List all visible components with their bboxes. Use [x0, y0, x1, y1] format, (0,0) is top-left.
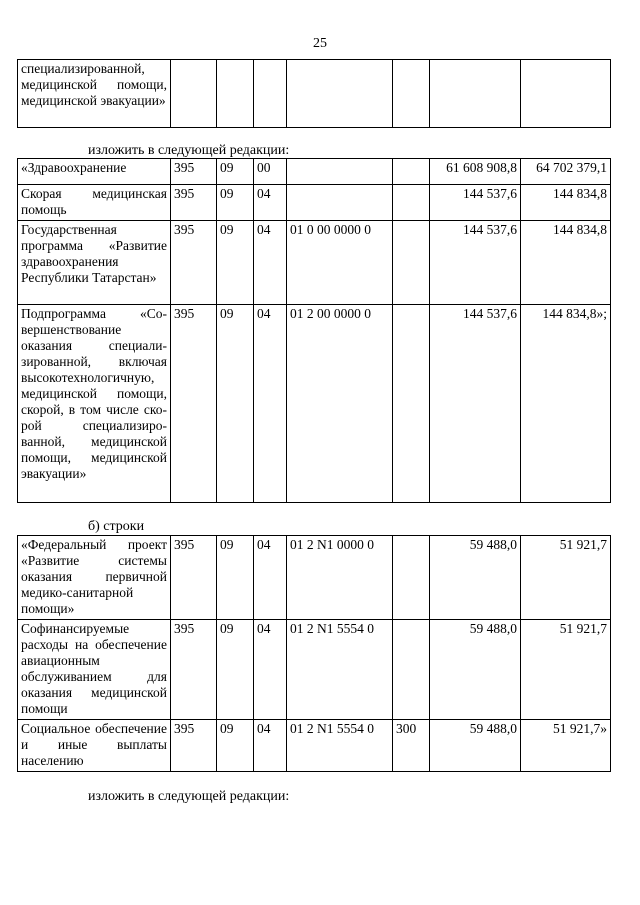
row-name: Подпрограмма «Совершенствование оказания специализированной, включая высокотехнологичную, медицинской помощи, скорой, в том числе скорой специализированной, медицинской помощи, медицинской эвакуации» — [18, 305, 171, 503]
table-row — [18, 536, 611, 620]
expense-type-code — [393, 305, 430, 503]
amount-year-1: 144 537,6 — [430, 221, 521, 305]
amount-year-2: 51 921,7 — [521, 620, 611, 720]
table-row — [18, 185, 611, 221]
ministry-code: 395 — [171, 620, 217, 720]
table-row — [18, 305, 611, 503]
target-code: 01 2 00 0000 0 — [287, 305, 393, 503]
target-code: 01 2 N1 5554 0 — [287, 720, 393, 772]
row-name: Скорая медицинская помощь — [18, 185, 171, 221]
top-fragment-table — [17, 59, 611, 128]
amount-year-1: 144 537,6 — [430, 185, 521, 221]
amount-year-1: 59 488,0 — [430, 620, 521, 720]
amount-year-1: 61 608 908,8 — [430, 159, 521, 185]
section-code: 09 — [217, 159, 254, 185]
budget-table-1 — [17, 158, 611, 503]
target-code — [287, 185, 393, 221]
ministry-code: 395 — [171, 159, 217, 185]
table-row — [18, 60, 611, 128]
row-name: Софинансируемые расходы на обеспечение авиационным обслуживанием для оказания медицинской помощи — [18, 620, 171, 720]
table-row — [18, 221, 611, 305]
subsection-code: 04 — [254, 185, 287, 221]
subsection-code: 00 — [254, 159, 287, 185]
amount-year-2: 64 702 379,1 — [521, 159, 611, 185]
subsection-code: 04 — [254, 536, 287, 620]
amount-year-1: 59 488,0 — [430, 536, 521, 620]
ministry-code: 395 — [171, 720, 217, 772]
row-name: «Здравоохранение — [18, 159, 171, 185]
target-code — [287, 159, 393, 185]
row-name: Социальное обеспечение и иные выплаты населению — [18, 720, 171, 772]
section-b-heading: б) строки — [88, 519, 145, 534]
expense-type-code — [393, 185, 430, 221]
amount-year-1: 59 488,0 — [430, 720, 521, 772]
expense-type-code — [393, 620, 430, 720]
expense-type-code — [393, 221, 430, 305]
section-code: 09 — [217, 720, 254, 772]
subsection-code: 04 — [254, 305, 287, 503]
table-row — [18, 159, 611, 185]
section-code: 09 — [217, 536, 254, 620]
ministry-code: 395 — [171, 536, 217, 620]
table-row — [18, 620, 611, 720]
table-row — [18, 720, 611, 772]
expense-type-code: 300 — [393, 720, 430, 772]
row-name: Государственная программа «Развитие здравоохранения Республики Татарстан» — [18, 221, 171, 305]
amount-year-2: 144 834,8 — [521, 185, 611, 221]
page-number: 25 — [313, 36, 327, 51]
budget-table-2 — [17, 535, 611, 772]
section-code: 09 — [217, 305, 254, 503]
ministry-code: 395 — [171, 185, 217, 221]
ministry-code: 395 — [171, 305, 217, 503]
target-code: 01 2 N1 5554 0 — [287, 620, 393, 720]
instruction-text: изложить в следующей редакции: — [88, 143, 290, 158]
section-code: 09 — [217, 620, 254, 720]
target-code: 01 2 N1 0000 0 — [287, 536, 393, 620]
section-code: 09 — [217, 221, 254, 305]
row-name: специализированной, медицинской помощи, медицинской эвакуации» — [18, 60, 171, 128]
amount-year-2: 144 834,8 — [521, 221, 611, 305]
ministry-code: 395 — [171, 221, 217, 305]
amount-year-2: 144 834,8»; — [521, 305, 611, 503]
expense-type-code — [393, 159, 430, 185]
subsection-code: 04 — [254, 620, 287, 720]
target-code: 01 0 00 0000 0 — [287, 221, 393, 305]
expense-type-code — [393, 536, 430, 620]
amount-year-2: 51 921,7 — [521, 536, 611, 620]
amount-year-2: 51 921,7» — [521, 720, 611, 772]
instruction-text: изложить в следующей редакции: — [88, 789, 290, 804]
row-name: «Федеральный проект «Развитие системы оказания первичной медико-санитарной помощи» — [18, 536, 171, 620]
subsection-code: 04 — [254, 720, 287, 772]
section-code: 09 — [217, 185, 254, 221]
amount-year-1: 144 537,6 — [430, 305, 521, 503]
subsection-code: 04 — [254, 221, 287, 305]
